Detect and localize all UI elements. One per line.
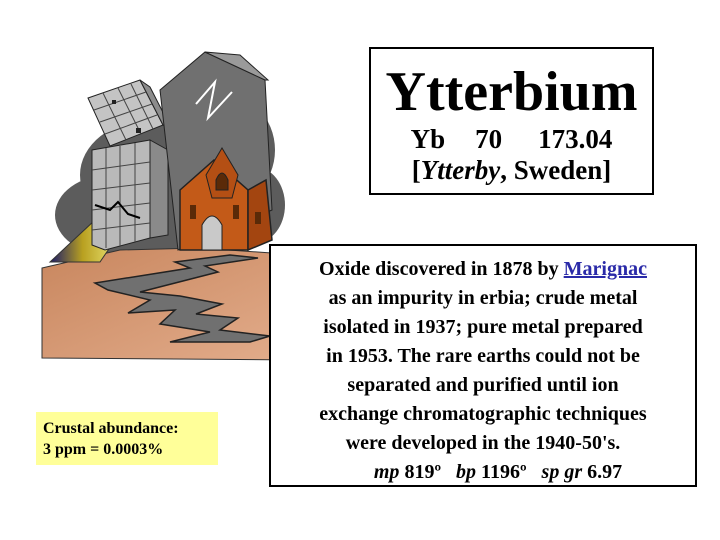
description-intro-line (271, 255, 695, 284)
description-line: exchange chromatographic techniques (319, 403, 647, 425)
bp-value: 1196º (481, 461, 527, 483)
description-intro: Oxide discovered in 1878 by (319, 258, 564, 280)
physical-properties (271, 458, 695, 487)
atomic-weight: 173.04 (538, 124, 613, 154)
description-line: in 1953. The rare earths could not be (326, 345, 640, 367)
abundance-label: Crustal abundance: (43, 420, 179, 437)
name-origin (371, 154, 652, 186)
description-box (269, 244, 697, 487)
description-line: separated and purified until ion (347, 374, 619, 396)
element-summary-line (371, 124, 652, 154)
element-symbol: Yb (410, 124, 446, 154)
description-line: isolated in 1937; pure metal prepared (323, 316, 643, 338)
atomic-number: 70 (475, 124, 503, 154)
discoverer-link[interactable]: Marignac (563, 258, 647, 280)
crustal-abundance-box (36, 412, 218, 465)
bp-label: bp (456, 461, 477, 483)
description-line: as an impurity in erbia; crude metal (328, 287, 638, 309)
origin-open-bracket: [ (411, 155, 421, 185)
spgr-label: sp gr (541, 461, 583, 483)
origin-country: , Sweden] (500, 155, 612, 185)
mp-label: mp (373, 461, 400, 483)
abundance-value: 3 ppm = 0.0003% (43, 441, 164, 458)
element-title-box (369, 47, 654, 195)
element-name: Ytterbium (385, 61, 638, 123)
mp-value: 819º (404, 461, 442, 483)
origin-place: Ytterby (420, 155, 501, 185)
spgr-value: 6.97 (587, 461, 623, 483)
description-line: were developed in the 1940-50's. (345, 432, 621, 454)
building-gray-front (92, 140, 168, 250)
